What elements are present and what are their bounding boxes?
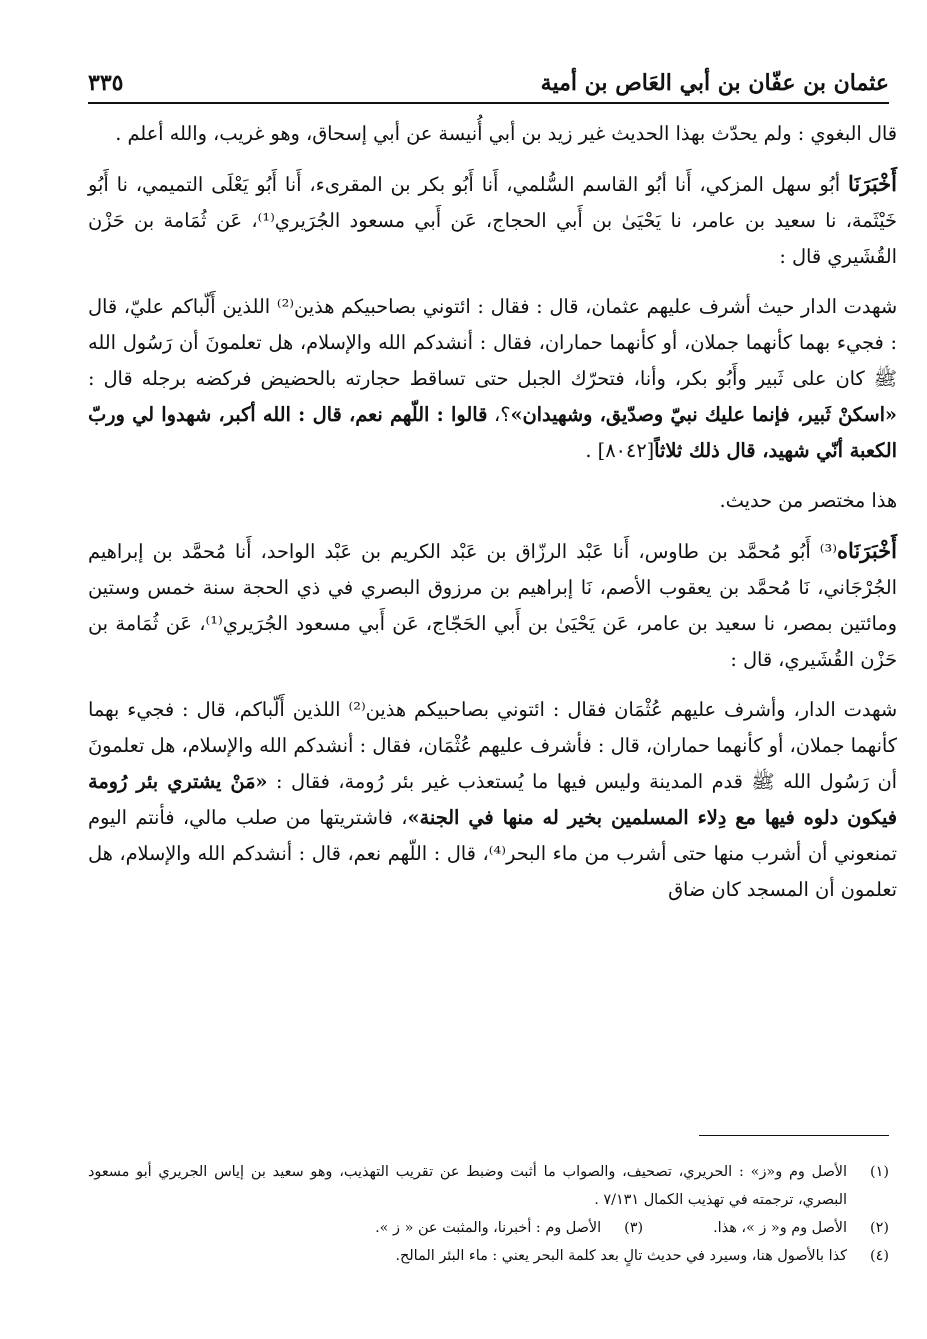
paragraph-4-text: هذا مختصر من حديث. xyxy=(719,489,897,512)
footnote-3 xyxy=(375,1214,643,1242)
paragraph-3-text: شهدت الدار حيث أشرف عليهم عثمان، قال : فقال : ائتوني بصاحبيكم هذين⁽²⁾ اللذين أَلّباكم عليّ، قال : فجيء بهما كأنهما جملان، أو كأنهما حماران، فقال : أنشدكم الله والإسلام، هل تعلمونَ أن رَسُول الله ﷺ كان على ثَبير وأَبُو بكر، وأنا، فتحرّك الجبل حتى تساقط حجارته بالحضيض فركضه برجله قال : xyxy=(88,295,897,390)
paragraph-6-rest: ، فاشتريتها من صلب مالي، فأنتم اليوم تمنعوني أن أشرب منها حتى أشرب من ماء البحر⁽⁴⁾، قال : اللّهم نعم، قال : أنشدكم الله والإسلام، هل تعلمون أن المسجد كان ضاق xyxy=(88,806,898,901)
paragraph-6 xyxy=(88,692,897,908)
footnote-text: الأصل وم و«ز» : الحريري، تصحيف، والصواب ما أثبت وضبط عن تقريب التهذيب، وهو سعيد بن إياس الجريري أبو مسعود البصري، ترجمته في تهذيب الكمال ٧/١٣١ . xyxy=(88,1164,847,1208)
footnote-number: (١) xyxy=(870,1164,889,1180)
footnote-text: الأصل وم و« ز »، هذا. xyxy=(713,1220,847,1236)
footnote-separator xyxy=(699,1135,889,1136)
footnote-text: الأصل وم : أخبرنا، والمثبت عن « ز ». xyxy=(375,1220,602,1236)
paragraph-1 xyxy=(88,116,897,152)
paragraph-3-end: . xyxy=(585,439,598,462)
paragraph-2 xyxy=(88,166,897,275)
paragraph-6-hadith-quote: «مَنْ يشتري بئر رُومة فيكون دلوه فيها مع دِلاء المسلمين بخير له منها في الجنة» xyxy=(88,770,897,829)
footnote-1 xyxy=(88,1158,889,1214)
paragraph-2-text: أبُو سهل المزكي، أَنا أبُو القاسم السُّلمي، أَنا أَبُو بكر بن المقرىء، أَنا أَبُو يَعْلَى التميمي، نا أَبُو خَيْثَمة، نا سعيد بن عامر، نا يَحْيَىٰ بن أَبي الحجاج، عَن أَبي مسعود الجُرَيري⁽¹⁾، عَن ثُمَامة بن حَزْن القُشَيري قال : xyxy=(88,173,897,268)
paragraph-5-lead: أَخْبَرَنَاه xyxy=(837,538,897,563)
paragraph-3-hadith-quote: «اسكنْ ثَبير، فإنما عليك نبيّ وصدّيق، وشهيدان» xyxy=(510,403,897,426)
footnote-row-2-3 xyxy=(88,1214,889,1242)
paragraph-3-hadith-reply: قالوا : اللّهم نعم، قال : الله أكبر، شهدوا لي وربّ الكعبة أنّي شهيد، قال ذلك ثلاثاً xyxy=(88,403,897,462)
page-number: ٣٣٥ xyxy=(88,70,124,96)
footnote-text: كذا بالأصول هنا، وسيرد في حديث تالٍ بعد كلمة البحر يعني : ماء البئر المالح. xyxy=(395,1248,847,1264)
main-text xyxy=(88,116,897,922)
running-title: عثمان بن عفّان بن أبي العَاص بن أمية xyxy=(540,70,889,96)
footnote-number: (٤) xyxy=(870,1248,889,1264)
paragraph-3 xyxy=(88,289,897,469)
hadith-reference: [٨٠٤٢] xyxy=(597,439,655,462)
paragraph-5 xyxy=(88,533,897,678)
paragraph-1-text: قال البغوي : ولم يحدّث بهذا الحديث غير زيد بن أبي أُنيسة عن أبي إسحاق، وهو غريب، والله أعلم . xyxy=(115,122,897,145)
footnote-2 xyxy=(713,1214,889,1242)
footnote-number: (٣) xyxy=(624,1220,644,1236)
footnote-number: (٢) xyxy=(870,1220,889,1236)
paragraph-5-text: ⁽³⁾ أَبُو مُحمَّد بن طاوس، أَنا عَبْد الرزّاق بن عَبْد الكريم بن عَبْد الواحد، أَنا مُحمَّد بن إبراهيم الجُرْجَاني، نَا مُحمَّد بن يعقوب الأصم، نَا إبراهيم بن مرزوق البصري في ذي الحجة سنة خمس وستين ومائتين بمصر، نا سعيد بن عامر، عَن يَحْيَىٰ بن أَبي الحَجّاج، عَن أَبي مسعود الجُرَيري⁽¹⁾، عَن ثُمَامة بن حَزْن القُشَيري، قال : xyxy=(88,540,897,671)
paragraph-2-lead: أَخْبَرَنَا xyxy=(848,171,897,196)
paragraph-3-mid: ؟، xyxy=(487,403,511,426)
page-header xyxy=(88,58,889,104)
paragraph-6-text: شهدت الدار، وأشرف عليهم عُثْمَان فقال : ائتوني بصاحبيكم هذين⁽²⁾ اللذين أَلّباكم، قال : فجيء بهما كأنهما جملان، أو كأنهما حماران، قال : فأشرف عليهم عُثْمَان، فقال : أنشدكم الله والإسلام، هل تعلمونَ أن رَسُول الله ﷺ قدم المدينة وليس فيها ما يُستعذب غير بئر رُومة، فقال : xyxy=(88,698,897,793)
paragraph-4 xyxy=(88,483,897,519)
footnote-4 xyxy=(88,1242,889,1270)
footnotes xyxy=(88,1158,889,1270)
